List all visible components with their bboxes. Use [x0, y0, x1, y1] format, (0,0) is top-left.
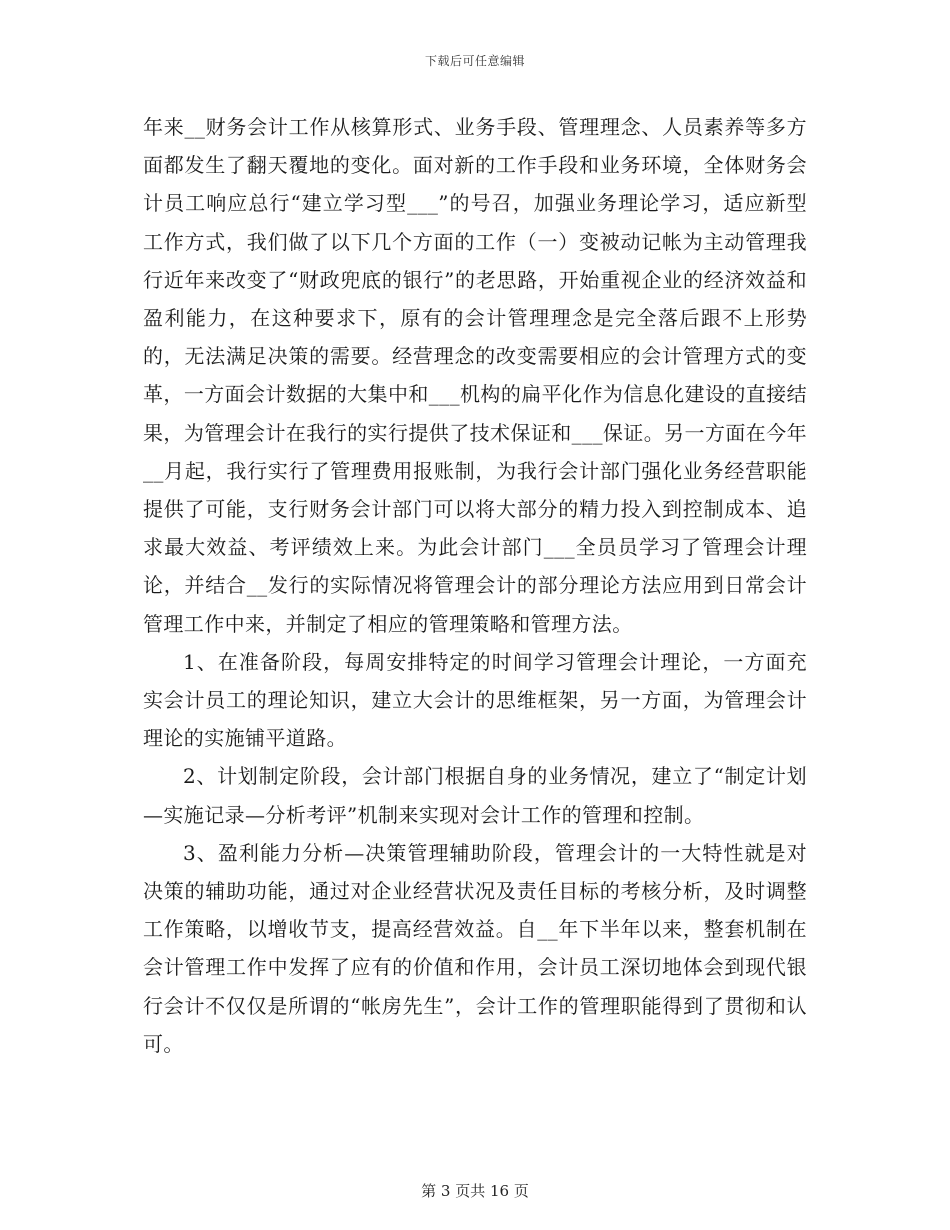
- page-header: 下载后可任意编辑: [424, 54, 525, 68]
- paragraph-item-2: 2、计划制定阶段，会计部门根据自身的业务情况，建立了“制定计划—实施记录—分析考评”机制来实现对会计工作的管理和控制。: [143, 764, 807, 827]
- page-number: 第 3 页共 16 页: [421, 1182, 529, 1200]
- document-body: [143, 108, 807, 1063]
- paragraph-item-3: 3、盈利能力分析—决策管理辅助阶段，管理会计的一大特性就是对决策的辅助功能，通过对企业经营状况及责任目标的考核分析，及时调整工作策略，以增收节支，提高经营效益。自__年下半年以来，整套机制在会计管理工作中发挥了应有的价值和作用，会计员工深切地体会到现代银行会计不仅仅是所谓的“帐房先生”，会计工作的管理职能得到了贯彻和认可。: [143, 840, 807, 1056]
- paragraph-item-1: 1、在准备阶段，每周安排特定的时间学习管理会计理论，一方面充实会计员工的理论知识，建立大会计的思维框架，另一方面，为管理会计理论的实施铺平道路。: [143, 649, 807, 751]
- paragraph-intro: 年来__财务会计工作从核算形式、业务手段、管理理念、人员素养等多方面都发生了翻天覆地的变化。面对新的工作手段和业务环境，全体财务会计员工响应总行“建立学习型___”的号召，加强业务理论学习，适应新型工作方式，我们做了以下几个方面的工作（一）变被动记帐为主动管理我行近年来改变了“财政兜底的银行”的老思路，开始重视企业的经济效益和盈利能力，在这种要求下，原有的会计管理理念是完全落后跟不上形势的，无法满足决策的需要。经营理念的改变需要相应的会计管理方式的变革，一方面会计数据的大集中和___机构的扁平化作为信息化建设的直接结果，为管理会计在我行的实行提供了技术保证和___保证。另一方面在今年__月起，我行实行了管理费用报账制，为我行会计部门强化业务经营职能提供了可能，支行财务会计部门可以将大部分的精力投入到控制成本、追求最大效益、考评绩效上来。为此会计部门___全员员学习了管理会计理论，并结合__发行的实际情况将管理会计的部分理论方法应用到日常会计管理工作中来，并制定了相应的管理策略和管理方法。: [143, 115, 807, 636]
